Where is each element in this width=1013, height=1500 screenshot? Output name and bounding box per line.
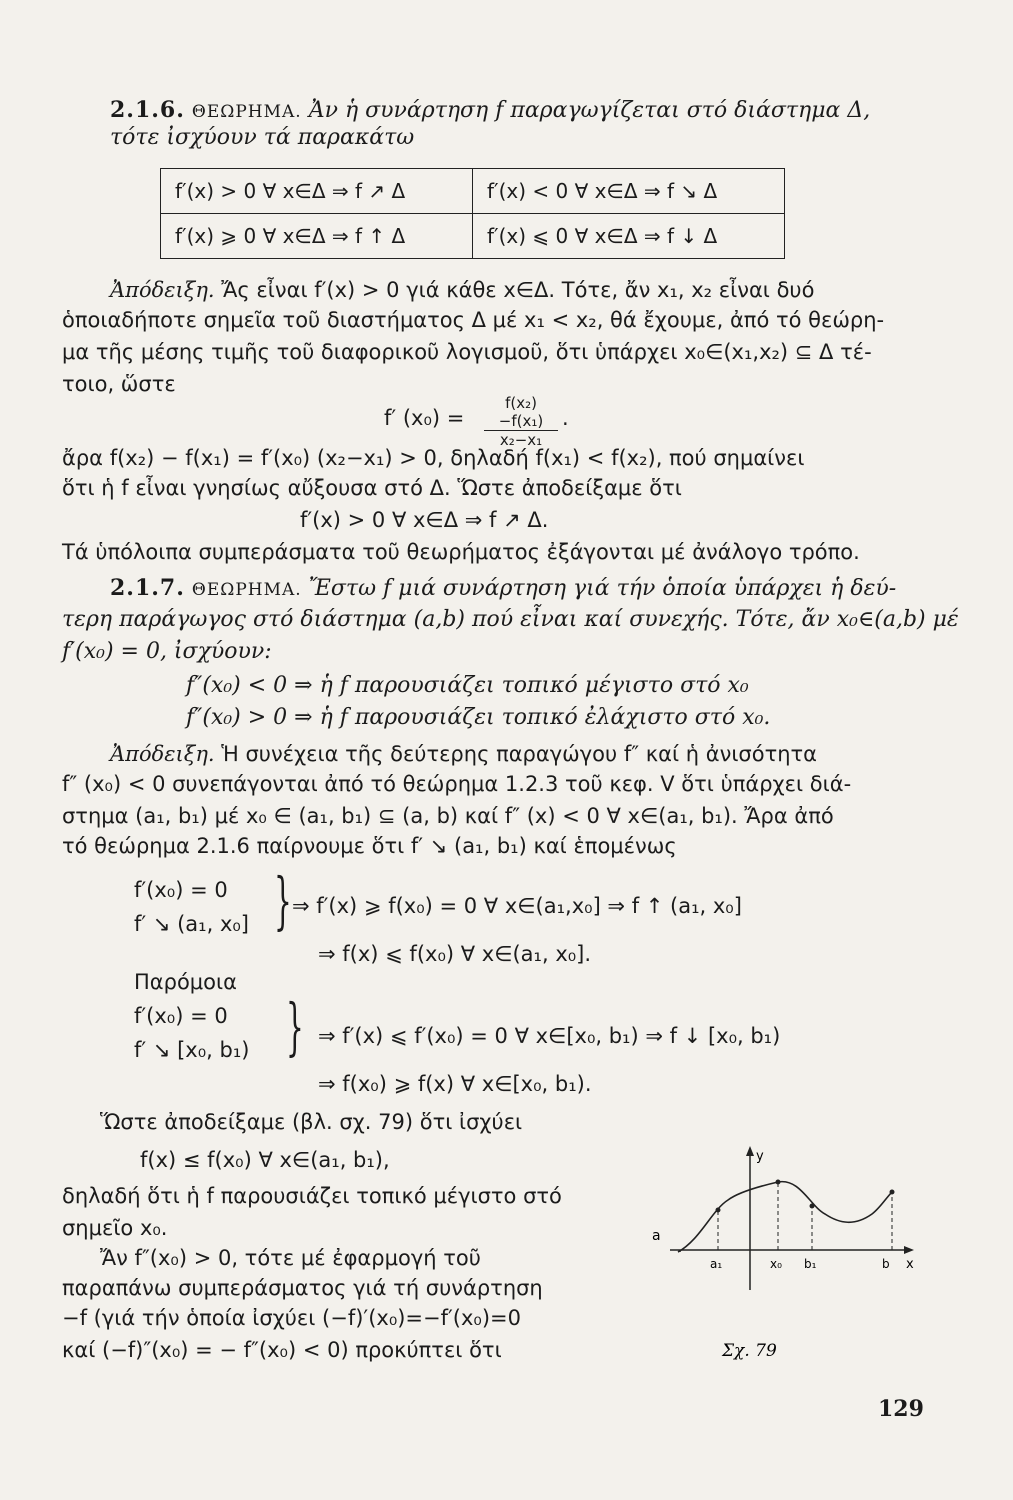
table-cell: f′(x) ⩽ 0 ∀ x∈Δ ⇒ f ↓ Δ xyxy=(473,214,785,259)
x0-label: x₀ xyxy=(770,1257,782,1271)
theorem-number: 2.1.7. xyxy=(110,575,185,601)
brace-icon: } xyxy=(286,990,304,1063)
similar-label: Παρόμοια xyxy=(134,970,237,994)
theorem-title: ΘΕΩΡΗΜΑ. xyxy=(191,580,302,600)
page-number: 129 xyxy=(878,1396,924,1422)
system-2-implication: ⇒ f′(x) ⩽ f′(x₀) = 0 ∀ x∈[x₀, b₁) ⇒ f ↓ [x₀, b₁) xyxy=(318,1024,781,1048)
function-curve xyxy=(678,1182,892,1252)
proof-1-line-5: ἄρα f(x₂) − f(x₁) = f′(x₀) (x₂−x₁) > 0, δηλαδή f(x₁) < f(x₂), πού σημαίνει xyxy=(62,446,805,470)
theorem-number: 2.1.6. xyxy=(110,97,185,123)
system-1-line-2: f′ ↘ (a₁, x₀] xyxy=(134,912,249,936)
monotonicity-table xyxy=(160,168,785,259)
proof-2-max-inequality: f(x) ≤ f(x₀) ∀ x∈(a₁, b₁), xyxy=(140,1148,390,1172)
fraction-numerator: f(x₂)−f(x₁) xyxy=(498,394,544,430)
proof-text: Ἄς εἶναι f′(x) > 0 γιά κάθε x∈Δ. Τότε, ἄν x₁, x₂ εἶναι δυό xyxy=(214,278,815,302)
theorem-statement: Ἔστω f μιά συνάρτηση γιά τήν ὁποία ὑπάρχει ἡ δεύ- xyxy=(308,576,897,601)
brace-icon: } xyxy=(274,864,292,937)
theorem-217-case-min: f″(x₀) > 0 ⇒ ἡ f παρουσιάζει τοπικό ἐλάχιστο στό x₀. xyxy=(186,705,771,730)
a1-point xyxy=(716,1208,721,1213)
proof-2-line-3: στημα (a₁, b₁) μέ x₀ ∈ (a₁, b₁) ⊆ (a, b) καί f″ (x) < 0 ∀ x∈(a₁, b₁). Ἄρα ἀπό xyxy=(62,804,834,828)
proof-2-line-8: σημεῖο x₀. xyxy=(62,1216,168,1240)
theorem-217-line-2: τερη παράγωγος στό διάστημα (a,b) πού εἶναι καί συνεχής. Τότε, ἄν x₀∈(a,b) μέ xyxy=(62,607,959,632)
table-cell: f′(x) ⩾ 0 ∀ x∈Δ ⇒ f ↑ Δ xyxy=(161,214,473,259)
mvt-formula-left: f′ (x₀) = xyxy=(384,406,465,430)
figure-caption: Σχ. 79 xyxy=(722,1341,777,1361)
proof-1-line-1 xyxy=(110,276,814,304)
figure-79 xyxy=(640,1140,930,1380)
proof-1-line-8: Τά ὑπόλοιπα συμπεράσματα τοῦ θεωρήματος ἐξάγονται μέ ἀνάλογο τρόπο. xyxy=(62,540,860,564)
fraction-denominator: x₂−x₁ xyxy=(484,430,558,449)
theorem-217-heading xyxy=(110,574,896,604)
proof-2-line-10: παραπάνω συμπεράσματος γιά τή συνάρτηση xyxy=(62,1276,543,1300)
system-2-line-2: f′ ↘ [x₀, b₁) xyxy=(134,1038,250,1062)
theorem-216-heading xyxy=(110,96,870,126)
system-2-conclusion: ⇒ f(x₀) ⩾ f(x) ∀ x∈[x₀, b₁). xyxy=(318,1072,592,1096)
proof-1-line-3: μα τῆς μέσης τιμῆς τοῦ διαφορικοῦ λογισμοῦ, ὅτι ὑπάρχει x₀∈(x₁,x₂) ⊆ Δ τέ- xyxy=(62,340,872,364)
proof-2-line-1 xyxy=(110,740,817,768)
proof-1-line-4: τοιο, ὥστε xyxy=(62,372,176,396)
b1-point xyxy=(810,1204,815,1209)
proof-2-line-2: f″ (x₀) < 0 συνεπάγονται ἀπό τό θεώρημα 1.2.3 τοῦ κεφ. V ὅτι ὑπάρχει διά- xyxy=(62,772,852,796)
a-left-label: a xyxy=(652,1228,661,1244)
proof-1-line-2: ὁποιαδήποτε σημεῖα τοῦ διαστήματος Δ μέ x₁ < x₂, θά ἔχουμε, ἀπό τό θεώρη- xyxy=(62,308,885,332)
x-axis-label: x xyxy=(906,1257,914,1272)
proof-label: Ἀπόδειξη. xyxy=(110,742,215,766)
system-1-conclusion: ⇒ f(x) ⩽ f(x₀) ∀ x∈(a₁, x₀]. xyxy=(318,942,592,966)
proof-2-line-5: Ὥστε ἀποδείξαμε (βλ. σχ. 79) ὅτι ἰσχύει xyxy=(100,1110,523,1134)
mvt-formula-end: . xyxy=(562,406,569,430)
b-label: b xyxy=(882,1257,890,1271)
theorem-217-line-3: f′(x₀) = 0, ἰσχύουν: xyxy=(62,639,272,664)
b-point xyxy=(890,1190,895,1195)
x-axis-arrow-icon xyxy=(904,1246,914,1254)
table-cell: f′(x) > 0 ∀ x∈Δ ⇒ f ↗ Δ xyxy=(161,169,473,214)
table-row xyxy=(161,214,785,259)
table-cell: f′(x) < 0 ∀ x∈Δ ⇒ f ↘ Δ xyxy=(473,169,785,214)
proof-1-line-6: ὅτι ἡ f εἶναι γνησίως αὔξουσα στό Δ. Ὥστε ἀποδείξαμε ὅτι xyxy=(62,476,682,500)
y-axis-arrow-icon xyxy=(746,1146,754,1156)
proof-2-line-4: τό θεώρημα 2.1.6 παίρνουμε ὅτι f′ ↘ (a₁, b₁) καί ἑπομένως xyxy=(62,834,677,858)
y-axis-label: y xyxy=(756,1149,764,1164)
theorem-217-case-max: f″(x₀) < 0 ⇒ ἡ f παρουσιάζει τοπικό μέγιστο στό x₀ xyxy=(186,673,749,698)
max-point xyxy=(776,1180,781,1185)
table-row xyxy=(161,169,785,214)
theorem-statement: Ἀν ἡ συνάρτηση f παραγωγίζεται στό διάστημα Δ, xyxy=(308,98,871,123)
system-2-line-1: f′(x₀) = 0 xyxy=(134,1004,228,1028)
theorem-statement-line-2: τότε ἰσχύουν τά παρακάτω xyxy=(110,125,415,150)
mvt-fraction xyxy=(484,394,558,449)
proof-2-line-9: Ἄν f″(x₀) > 0, τότε μέ ἐφαρμογή τοῦ xyxy=(100,1246,481,1270)
proof-2-line-12: καί (−f)″(x₀) = − f″(x₀) < 0) προκύπτει ὅτι xyxy=(62,1338,502,1362)
proof-text: Ἡ συνέχεια τῆς δεύτερης παραγώγου f″ καί ἡ ἀνισότητα xyxy=(214,742,818,766)
proof-label: Ἀπόδειξη. xyxy=(110,278,215,302)
theorem-title: ΘΕΩΡΗΜΑ. xyxy=(191,102,302,122)
proof-2-line-11: −f (γιά τήν ὁποία ἰσχύει (−f)′(x₀)=−f′(x₀)=0 xyxy=(62,1306,521,1330)
system-1-line-1: f′(x₀) = 0 xyxy=(134,878,228,902)
a1-label: a₁ xyxy=(710,1257,723,1271)
b1-label: b₁ xyxy=(804,1257,817,1271)
proof-2-line-7: δηλαδή ὅτι ἡ f παρουσιάζει τοπικό μέγιστο στό xyxy=(62,1184,562,1208)
proof-1-conclusion: f′(x) > 0 ∀ x∈Δ ⇒ f ↗ Δ. xyxy=(300,508,549,532)
system-1-implication: ⇒ f′(x) ⩾ f(x₀) = 0 ∀ x∈(a₁,x₀] ⇒ f ↑ (a₁, x₀] xyxy=(292,894,742,918)
